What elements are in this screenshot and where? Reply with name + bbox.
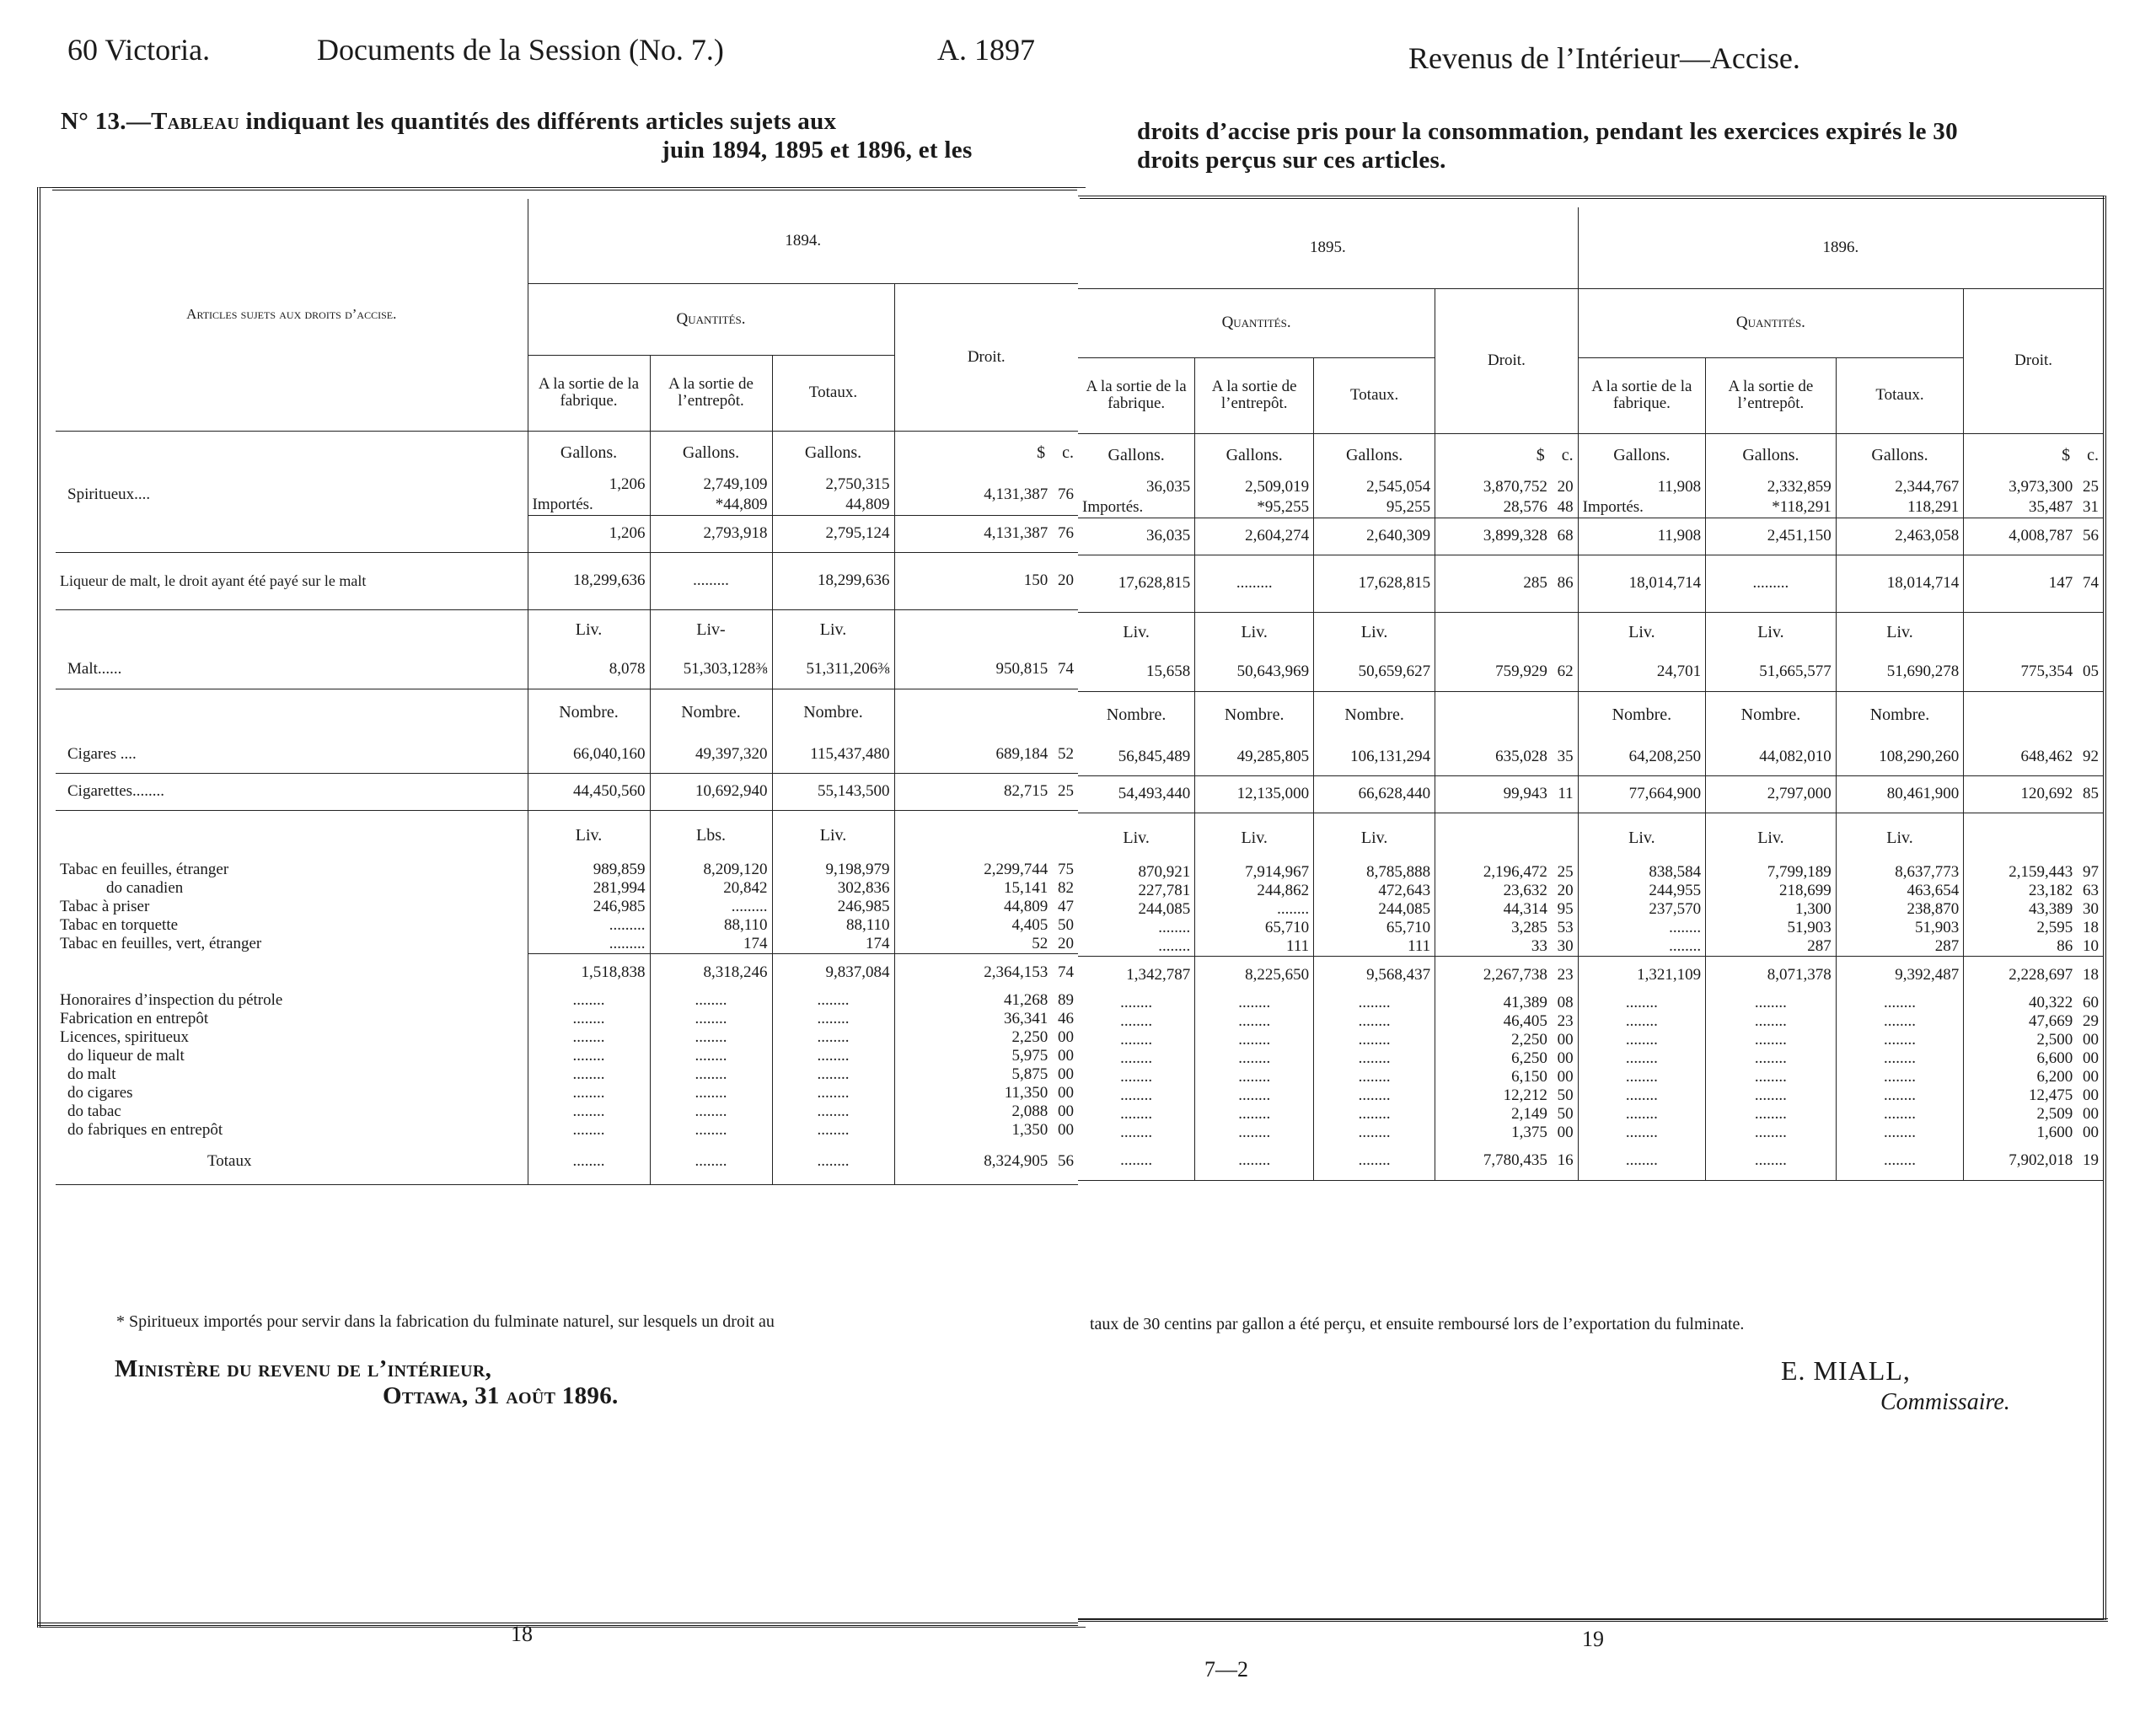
cell: 2,088 00	[894, 1102, 1078, 1121]
table-label: Tableau	[151, 108, 239, 135]
unit: Liv.	[1123, 622, 1150, 641]
cell: 8,318,246	[650, 954, 772, 991]
cell: 23,632 20	[1435, 882, 1578, 900]
cell: 8,637,773	[1836, 863, 1963, 882]
left-bottom-rule	[37, 1623, 1078, 1626]
cell: 1,206	[528, 515, 650, 552]
cell: 18,014,714	[1836, 555, 1963, 612]
cell: 9,837,084	[772, 954, 894, 991]
cell: 9,568,437	[1314, 957, 1435, 994]
unit: Liv.	[1836, 612, 1963, 652]
row-label-tabac: do canadien	[106, 879, 184, 897]
unit: Liv.	[1314, 813, 1435, 863]
row-label-importes: Importés.	[1082, 497, 1144, 516]
cell: 2,604,274	[1195, 518, 1314, 555]
cell: 35,487 31	[1964, 497, 2103, 518]
cell: 43,389 30	[1964, 900, 2103, 919]
unit: Gallons.	[772, 431, 894, 475]
cell: 2,267,738 23	[1435, 957, 1578, 994]
cell: 2,595 18	[1964, 919, 2103, 937]
cell: 111	[1195, 937, 1314, 957]
cell: *95,255	[1195, 497, 1314, 518]
empty-cell: ........	[1158, 919, 1191, 936]
unit: Gallons.	[1195, 433, 1314, 477]
header-sortie-fabrique: A la sortie de la fabrique.	[528, 355, 650, 431]
cell: 759,929 62	[1435, 652, 1578, 691]
cell: 51,303,128⅜	[650, 650, 772, 689]
cell: 18,299,636	[772, 552, 894, 609]
cell: 51,665,577	[1706, 652, 1837, 691]
cell: 36,035	[1078, 518, 1195, 555]
cell: 150 20	[894, 552, 1078, 609]
session-label: 60 Victoria.	[67, 33, 211, 67]
row-label-cigarettes: Cigarettes........	[56, 773, 528, 810]
cell: 11,908	[1578, 477, 1705, 497]
cell: 2,750,315	[772, 475, 894, 495]
unit: Nombre.	[528, 689, 650, 736]
cell: 6,600 00	[1964, 1049, 2103, 1068]
cell: 80,461,900	[1836, 775, 1963, 813]
cell: 82,715 25	[894, 773, 1078, 810]
cell: 11,908	[1578, 518, 1705, 555]
right-bottom-rule	[1078, 1618, 2108, 1622]
unit: Nombre.	[1314, 691, 1435, 738]
unit: Gallons.	[1314, 433, 1435, 477]
cell: 870,921	[1138, 863, 1191, 881]
cell: 120,692 85	[1964, 775, 2103, 813]
running-title: Revenus de l’Intérieur—Accise.	[1408, 41, 1800, 75]
cell: 2,250 00	[894, 1028, 1078, 1047]
cell: 237,570	[1578, 900, 1705, 919]
cell: 3,285 53	[1435, 919, 1578, 937]
cell: 99,943 11	[1435, 775, 1578, 813]
page-number-left: 18	[511, 1622, 533, 1646]
cell: 7,799,189	[1706, 863, 1837, 882]
cell: 15,141 82	[894, 879, 1078, 898]
cell: 36,035	[1146, 478, 1191, 496]
table-title-left-2: juin 1894, 1895 et 1896, et les	[662, 137, 973, 164]
header-sortie-fabrique: A la sortie de la fabrique.	[1078, 357, 1195, 433]
header-sortie-entrepot: A la sortie de l’entrepôt.	[1195, 357, 1314, 433]
cell: 281,994	[528, 879, 650, 898]
unit: Gallons.	[528, 431, 650, 475]
cell: 10,692,940	[650, 773, 772, 810]
cell: 2,795,124	[772, 515, 894, 552]
table-number: N° 13.—	[61, 108, 152, 135]
cell: 8,071,378	[1706, 957, 1837, 994]
cell: 2,509 00	[1964, 1105, 2103, 1124]
cell: 2,149 50	[1435, 1105, 1578, 1124]
cell: 1,342,787	[1078, 957, 1195, 994]
header-totaux: Totaux.	[1836, 357, 1963, 433]
unit: Liv.	[528, 609, 650, 650]
cell: 1,300	[1706, 900, 1837, 919]
cell: 174	[772, 935, 894, 954]
header-sortie-entrepot: A la sortie de l’entrepôt.	[1706, 357, 1837, 433]
cell: 52 20	[894, 935, 1078, 954]
cell: 51,690,278	[1836, 652, 1963, 691]
cell: *44,809	[650, 495, 772, 515]
unit: $ c.	[1435, 433, 1578, 477]
cell: 4,405 50	[894, 916, 1078, 935]
unit: Liv.	[1195, 612, 1314, 652]
unit: Gallons.	[1836, 433, 1963, 477]
cell: 6,250 00	[1435, 1049, 1578, 1068]
row-label-fee: do cigares	[67, 1083, 133, 1102]
cell: 17,628,815	[1314, 555, 1435, 612]
cell: 77,664,900	[1578, 775, 1705, 813]
signature-mark: 7—2	[1204, 1657, 1248, 1682]
unit: Liv.	[1836, 813, 1963, 863]
header-articles: Articles sujets aux droits d’accise.	[56, 199, 528, 431]
cell: 238,870	[1836, 900, 1963, 919]
row-label-fee: do liqueur de malt	[67, 1046, 185, 1065]
cell: 44,082,010	[1706, 738, 1837, 775]
unit: Lbs.	[650, 810, 772, 861]
cell: 12,475 00	[1964, 1086, 2103, 1105]
empty-cell: ........	[1195, 900, 1314, 919]
cell: 2,344,767	[1836, 477, 1963, 497]
cell: 147 74	[1964, 555, 2103, 612]
cell: 1,206	[528, 475, 650, 495]
cell: 838,584	[1578, 863, 1705, 882]
header-sortie-entrepot: A la sortie de l’entrepôt.	[650, 355, 772, 431]
cell: 1,600 00	[1964, 1124, 2103, 1142]
cell: 8,078	[528, 650, 650, 689]
header-quantites: Quantités.	[1578, 288, 1964, 357]
unit: Nombre.	[1706, 691, 1837, 738]
cell: 33 30	[1435, 937, 1578, 957]
cell: 44,314 95	[1435, 900, 1578, 919]
cell: 24,701	[1578, 652, 1705, 691]
cell: *118,291	[1706, 497, 1837, 518]
cell: 635,028 35	[1435, 738, 1578, 775]
cell: 648,462 92	[1964, 738, 2103, 775]
cell: 12,135,000	[1195, 775, 1314, 813]
cell: 23,182 63	[1964, 882, 2103, 900]
cell: 20,842	[650, 879, 772, 898]
cell: 1,350 00	[894, 1121, 1078, 1140]
cell: 8,209,120	[650, 861, 772, 879]
cell: 2,500 00	[1964, 1031, 2103, 1049]
cell: 3,899,328 68	[1435, 518, 1578, 555]
row-label-fee: Fabrication en entrepôt	[60, 1009, 209, 1027]
cell: 11,350 00	[894, 1084, 1078, 1102]
cell: 285 86	[1435, 555, 1578, 612]
row-label-fee: do fabriques en entrepôt	[67, 1120, 223, 1139]
cell: 989,859	[528, 861, 650, 879]
row-label-tabac: Tabac à priser	[60, 898, 150, 915]
header-year-1894: 1894.	[528, 199, 1078, 283]
header-sortie-fabrique: A la sortie de la fabrique.	[1578, 357, 1705, 433]
cell: 18,299,636	[528, 552, 650, 609]
cell: 2,545,054	[1314, 477, 1435, 497]
cell: 55,143,500	[772, 773, 894, 810]
cell: 7,914,967	[1195, 863, 1314, 882]
cell: 2,228,697 18	[1964, 957, 2103, 994]
cell: 2,159,443 97	[1964, 863, 2103, 882]
cell: 2,749,109	[650, 475, 772, 495]
row-label-cigares: Cigares ....	[56, 736, 528, 773]
cell: 15,658	[1078, 652, 1195, 691]
cell: 174	[650, 935, 772, 954]
row-label-tabac: Tabac en torquette	[60, 916, 179, 934]
cell: 6,200 00	[1964, 1068, 2103, 1086]
header-droit: Droit.	[894, 283, 1078, 431]
unit: Gallons.	[650, 431, 772, 475]
cell: 302,836	[772, 879, 894, 898]
cell: 950,815 74	[894, 650, 1078, 689]
unit: Gallons.	[1578, 433, 1705, 477]
cell: 66,040,160	[528, 736, 650, 773]
cell: 95,255	[1314, 497, 1435, 518]
cell: 4,008,787 56	[1964, 518, 2103, 555]
cell: 3,973,300 25	[1964, 477, 2103, 497]
signature-title: Commissaire.	[1880, 1389, 2010, 1415]
cell: 44,809 47	[894, 898, 1078, 916]
header-quantites: Quantités.	[1221, 314, 1291, 331]
cell: 51,903	[1706, 919, 1837, 937]
cell: 2,250 00	[1435, 1031, 1578, 1049]
cell: 6,150 00	[1435, 1068, 1578, 1086]
unit: $ c.	[1964, 433, 2103, 477]
cell: 246,985	[528, 898, 650, 916]
cell: 54,493,440	[1078, 775, 1195, 813]
cell: 88,110	[772, 916, 894, 935]
unit: Gallons.	[1706, 433, 1837, 477]
cell: 88,110	[650, 916, 772, 935]
cell: .........	[528, 916, 650, 935]
footnote-right: taux de 30 centins par gallon a été perçu, et ensuite remboursé lors de l’exportation du fulminate.	[1090, 1315, 1745, 1333]
cell: 51,903	[1836, 919, 1963, 937]
header-totaux: Totaux.	[1314, 357, 1435, 433]
row-label-fee: Honoraires d’inspection du pétrole	[60, 990, 283, 1009]
cell: 49,285,805	[1195, 738, 1314, 775]
cell: 463,654	[1836, 882, 1963, 900]
cell: 244,085	[1314, 900, 1435, 919]
cell: 108,290,260	[1836, 738, 1963, 775]
cell: 41,389 08	[1435, 994, 1578, 1012]
cell: .........	[650, 552, 772, 609]
cell: 1,321,109	[1578, 957, 1705, 994]
row-label-malt: Malt......	[56, 650, 528, 689]
header-year-1896: 1896.	[1578, 207, 2103, 288]
cell: 8,785,888	[1314, 863, 1435, 882]
cell: 244,862	[1195, 882, 1314, 900]
signature-ministry: Ministère du revenu de l’intérieur,	[115, 1355, 492, 1382]
header-year-1895: 1895.	[1078, 207, 1578, 288]
unit: Liv.	[1706, 813, 1837, 863]
cell: 47,669 29	[1964, 1012, 2103, 1031]
cell: 244,955	[1578, 882, 1705, 900]
row-label-liqueur: Liqueur de malt, le droit ayant été payé sur le malt	[56, 552, 528, 609]
cell: 2,509,019	[1195, 477, 1314, 497]
cell: 49,397,320	[650, 736, 772, 773]
cell: 2,640,309	[1314, 518, 1435, 555]
unit: Nombre.	[1578, 691, 1705, 738]
cell: 2,299,744 75	[894, 861, 1078, 879]
cell: 40,322 60	[1964, 994, 2103, 1012]
cell: 65,710	[1195, 919, 1314, 937]
cell: 36,341 46	[894, 1010, 1078, 1028]
cell: 18,014,714	[1578, 555, 1705, 612]
cell: 2,364,153 74	[894, 954, 1078, 991]
cell: 12,212 50	[1435, 1086, 1578, 1105]
cell: 246,985	[772, 898, 894, 916]
cell: 1,518,838	[528, 954, 650, 991]
empty-cell: ........	[1158, 937, 1191, 955]
row-label-importes: Importés.	[1578, 497, 1705, 518]
row-label-fee: do tabac	[67, 1102, 121, 1120]
table-title-right-2: droits perçus sur ces articles.	[1137, 147, 1446, 174]
table-title-left-1	[61, 108, 836, 136]
cell: 7,780,435 16	[1435, 1142, 1578, 1181]
page-number-right: 19	[1582, 1627, 1604, 1651]
cell: 7,902,018 19	[1964, 1142, 2103, 1181]
empty-cell: .........	[1195, 555, 1314, 612]
cell: 56,845,489	[1078, 738, 1195, 775]
cell: 118,291	[1836, 497, 1963, 518]
cell: 472,643	[1314, 882, 1435, 900]
unit: Liv.	[1195, 813, 1314, 863]
cell: 28,576 48	[1435, 497, 1578, 518]
empty-cell: ........	[1578, 937, 1705, 957]
unit: Liv.	[528, 810, 650, 861]
cell: 44,809	[772, 495, 894, 515]
cell: 41,268 89	[894, 991, 1078, 1010]
table-title-right-1: droits d’accise pris pour la consommation, pendant les exercices expirés le 30	[1137, 118, 1958, 145]
row-label-importes: Importés.	[528, 495, 650, 515]
footnote-left: * Spiritueux importés pour servir dans la fabrication du fulminate naturel, sur lesquels un droit au	[116, 1312, 775, 1331]
cell: 8,324,905 56	[894, 1140, 1078, 1185]
signature-name: E. MIALL,	[1781, 1355, 1911, 1386]
cell: 2,196,472 25	[1435, 863, 1578, 882]
unit: Nombre.	[1106, 705, 1166, 724]
unit: Liv.	[1578, 813, 1705, 863]
unit: Liv.	[772, 810, 894, 861]
table-1894: Articles sujets aux droits d’accise. 1894. Quantités. Droit. A la sortie de la fabrique. A la sortie de l’entrepôt. Totaux. Gallons. Gallons. Gallons. $ c. Spiritueux.... 1,206 2,749,109 2,750,315 4,131,387 76 Importés. *44,809 44,809 1,206 2,793,918 2,795,124 4,131,387 76 Liqueur de malt, le droit ayant été payé sur le malt 18,299,636 ......... 18,299,636 150 20 Liv. Liv- Liv. Malt...... 8,078 51,303,128⅜ 51,311,206⅜ 950,815 74 Nombre. Nombre. Nombre. Cigares .... 66,040,160 49,397,320 115,437,480 689,184 52 Cigarettes........ 44,450,560 10,692,940 55,143,500 82,715 25 Liv. Lbs. Liv. Tabac en feuilles, étranger 989,859 8,209,120 9,198,979 2,299,744 75 do canadien 281,994 20,842 302,836 15,141 82 Tabac à priser 246,985 ......... 246,985 44,809 47 Tabac en torquette ......... 88,110 88,110 4,405 50 Tabac en feuilles, vert, étranger ......... 174 174 52 20 1,518,838 8,318,246 9,837,084 2,364,153 74 Honoraires d’inspection du pétrole ........ ........ ........ 41,268 89 Fabrication en entrepôt ........ ........ ........ 36,341 46 Licences, spiritueux ........ ........ ........ 2,250 00 do liqueur de malt ........ ........ ........ 5,975 00 do malt ........ ........ ........ 5,875 00 do cigares ........ ........ ........ 11,350 00 do tabac ........ ........ ........ 2,088 00 do fabriques en entrepôt ........ ........ ........ 1,350 00 Totaux ........ ........ ........ 8,324,905 56	[56, 199, 1078, 1185]
cell: 44,450,560	[528, 773, 650, 810]
cell: 111	[1314, 937, 1435, 957]
cell: 2,332,859	[1706, 477, 1837, 497]
cell: 66,628,440	[1314, 775, 1435, 813]
unit: Liv-	[650, 609, 772, 650]
table-title-text-1: indiquant les quantités des différents articles sujets aux	[245, 108, 837, 135]
cell: 5,975 00	[894, 1047, 1078, 1065]
cell: 287	[1836, 937, 1963, 957]
cell: 1,375 00	[1435, 1124, 1578, 1142]
unit: Liv.	[1314, 612, 1435, 652]
document-title: Documents de la Session (No. 7.)	[317, 33, 724, 67]
cell: 9,392,487	[1836, 957, 1963, 994]
header-droit: Droit.	[1964, 288, 2103, 433]
unit: Nombre.	[1195, 691, 1314, 738]
cell: 2,463,058	[1836, 518, 1963, 555]
cell: 5,875 00	[894, 1065, 1078, 1084]
header-totaux: Totaux.	[772, 355, 894, 431]
cell: 65,710	[1314, 919, 1435, 937]
empty-cell: ........	[1578, 919, 1705, 937]
unit: Nombre.	[772, 689, 894, 736]
unit: Liv.	[1578, 612, 1705, 652]
cell: 51,311,206⅜	[772, 650, 894, 689]
unit: Liv.	[772, 609, 894, 650]
unit: Nombre.	[650, 689, 772, 736]
left-top-rule	[52, 187, 1077, 190]
cell: 2,797,000	[1706, 775, 1837, 813]
cell: 50,659,627	[1314, 652, 1435, 691]
unit: Liv.	[1123, 828, 1150, 847]
row-label-totaux: Totaux	[56, 1140, 528, 1185]
unit: $ c.	[894, 431, 1078, 475]
cell: 9,198,979	[772, 861, 894, 879]
row-label-tabac: Tabac en feuilles, vert, étranger	[60, 935, 262, 953]
cell: .........	[650, 898, 772, 916]
year-label: A. 1897	[937, 33, 1035, 67]
cell: 4,131,387 76	[894, 475, 1078, 515]
unit: Liv.	[1706, 612, 1837, 652]
table-1895-1896: 1895. 1896. Quantités. Droit. Quantités. Droit. A la sortie de la fabrique. A la sortie de l’entrepôt. Totaux. A la sortie de la fabrique. A la sortie de l’entrepôt. Totaux. Gallons. Gallons. Gallons. $ c. Gallons. Gallons. Gallons. $ c. 36,035 2,509,019 2,545,054 3,870,752 20 11,908 2,332,859 2,344,767 3,973,300 25 Importés. *95,255 95,255 28,576 48 Importés. *118,291 118,291 35,487 31 36,035 2,604,274 2,640,309 3,899,328 68 11,908 2,451,150 2,463,058 4,008,787 56 17,628,815 ......... 17,628,815 285 86 18,014,714 ......... 18,014,714 147 74 Liv. Liv. Liv. Liv. Liv. Liv. 15,658 50,643,969 50,659,627 759,929 62 24,701 51,665,577 51,690,278 775,354 05 Nombre. Nombre. Nombre. Nombre. Nombre. Nombre. 56,845,489 49,285,805 106,131,294 635,028 35 64,208,250 44,082,010 108,290,260 648,462 92 54,493,440 12,135,000 66,628,440 99,943 11 77,664,900 2,797,000 80,461,900 120,692 85 Liv. Liv. Liv. Liv. Liv. Liv. 870,921 7,914,967 8,785,888 2,196,472 25 838,584 7,799,189 8,637,773 2,159,443 97 227,781 244,862 472,643 23,632 20 244,955 218,699 463,654 23,182 63 244,085 ........ 244,085 44,314 95 237,570 1,300 238,870 43,389 30 ........ 65,710 65,710 3,285 53 ........ 51,903 51,903 2,595 18 ........ 111 111 33 30 ........ 287 287 86 10 1,342,787 8,225,650 9,568,437 2,267,738 23 1,321,109 8,071,378 9,392,487 2,228,697 18 ........ ........ ........ 41,389 08 ........ ........ ........ 40,322 60 ........ ........ ........ 46,405 23 ........ ........ ........ 47,669 29 ........ ........ ........ 2,250 00 ........ ........ ........ 2,500 00 ........ ........ ........ 6,250 00 ........ ........ ........ 6,600 00 ........ ........ ........ 6,150 00 ........ ........ ........ 6,200 00 ........ ........ ........ 12,212 50 ........ ........ ........ 12,475 00 ........ ........ ........ 2,149 50 ........ ........ ........ 2,509 00 ........ ........ ........ 1,375 00 ........ ........ ........ 1,600 00 ........ ........ ........ 7,780,435 16 ........ ........ ........ 7,902,018 19	[1078, 207, 2103, 1181]
cell: 4,131,387 76	[894, 515, 1078, 552]
right-page	[1078, 0, 2156, 1722]
header-quantites: Quantités.	[528, 283, 894, 355]
cell: 287	[1706, 937, 1837, 957]
cell: 17,628,815	[1078, 555, 1195, 612]
cell: 2,451,150	[1706, 518, 1837, 555]
cell: 218,699	[1706, 882, 1837, 900]
unit: Nombre.	[1836, 691, 1963, 738]
cell: 115,437,480	[772, 736, 894, 773]
cell: 86 10	[1964, 937, 2103, 957]
cell: .........	[528, 935, 650, 954]
cell: 8,225,650	[1195, 957, 1314, 994]
empty-cell: .........	[1706, 555, 1837, 612]
cell: 50,643,969	[1195, 652, 1314, 691]
row-label-tabac: Tabac en feuilles, étranger	[60, 861, 229, 878]
cell: 46,405 23	[1435, 1012, 1578, 1031]
cell: 106,131,294	[1314, 738, 1435, 775]
cell: 689,184 52	[894, 736, 1078, 773]
cell: 244,085	[1138, 900, 1191, 918]
row-label-fee: Licences, spiritueux	[60, 1027, 190, 1046]
cell: 3,870,752 20	[1435, 477, 1578, 497]
header-droit: Droit.	[1435, 288, 1578, 433]
signature-place: Ottawa, 31 août 1896.	[383, 1382, 619, 1409]
cell: 64,208,250	[1578, 738, 1705, 775]
unit: Gallons.	[1107, 445, 1165, 464]
cell: 775,354 05	[1964, 652, 2103, 691]
cell: 2,793,918	[650, 515, 772, 552]
cell: 227,781	[1138, 882, 1191, 899]
row-label-fee: do malt	[67, 1065, 116, 1083]
row-label-spiritueux: Spiritueux....	[67, 485, 151, 503]
